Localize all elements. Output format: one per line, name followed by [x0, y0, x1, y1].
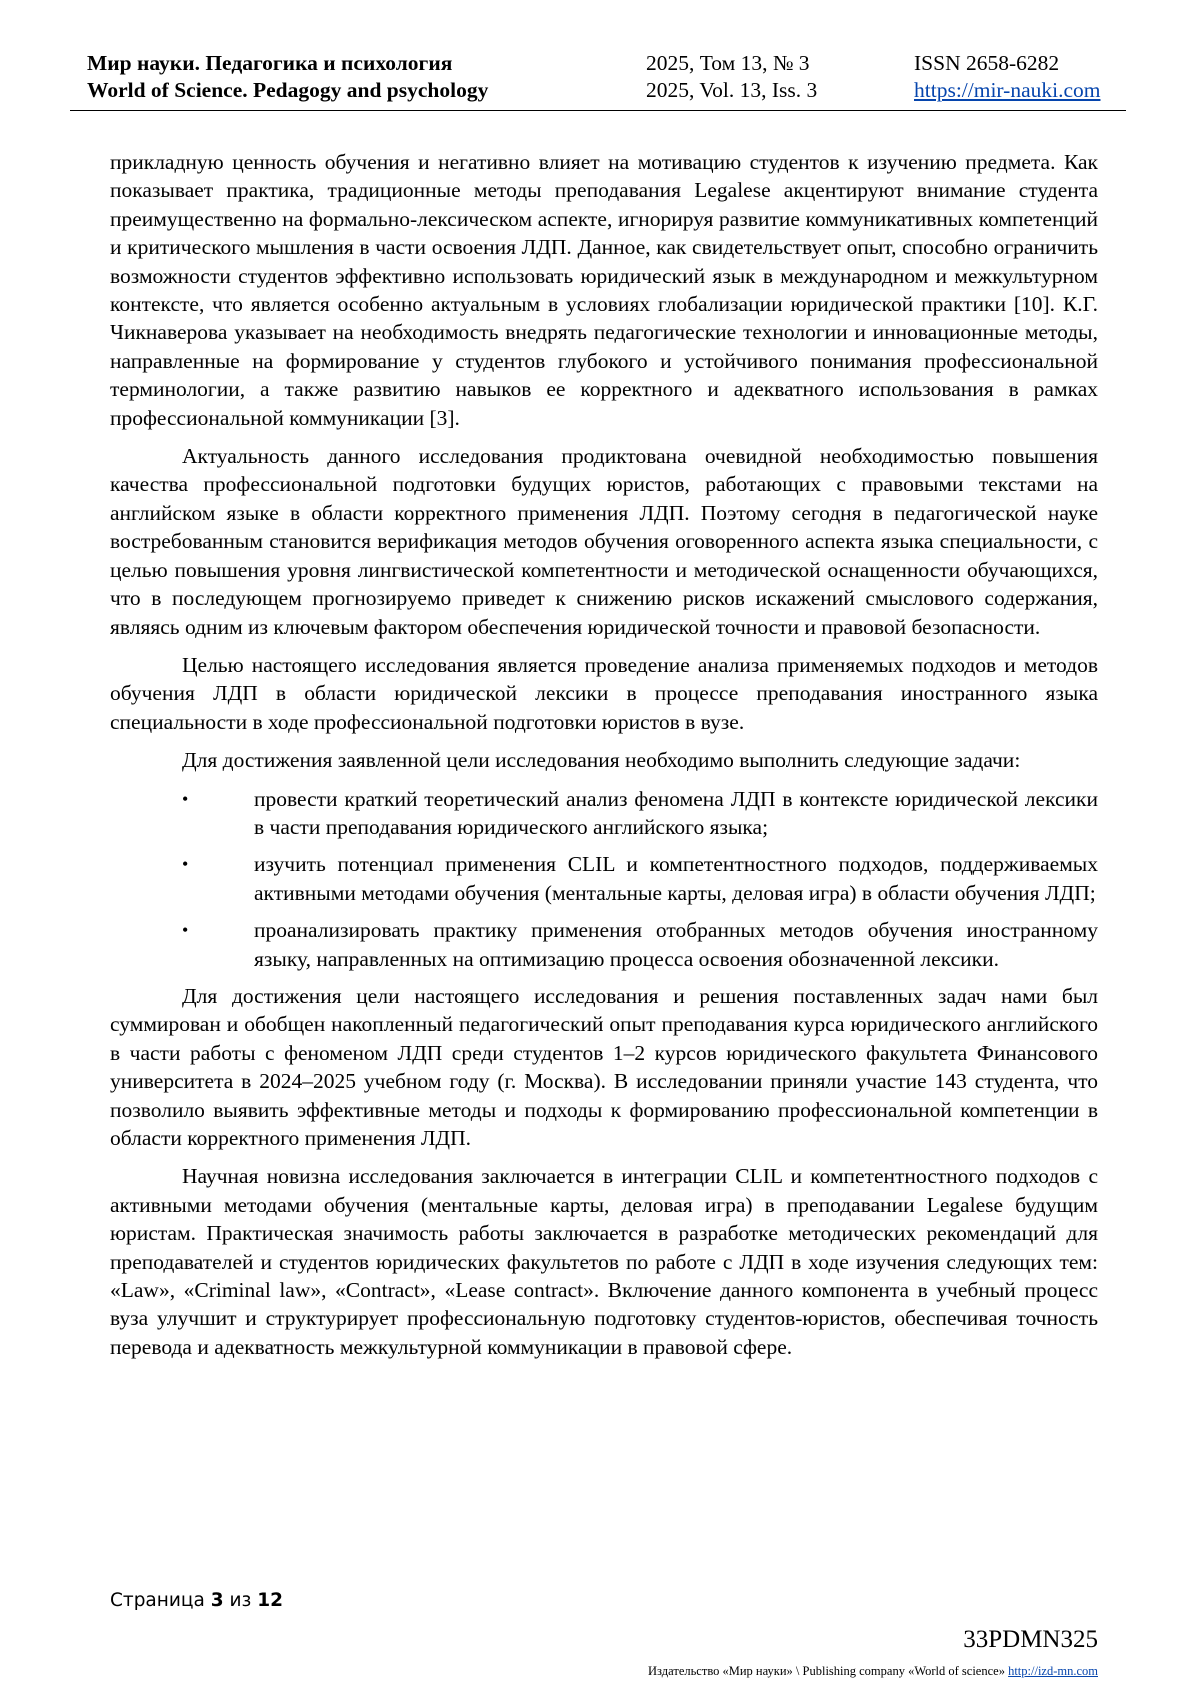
journal-link[interactable]: https://mir-nauki.com — [914, 78, 1101, 102]
bullet-icon: • — [182, 788, 189, 809]
bullet-icon: • — [182, 854, 189, 875]
article-body — [110, 148, 1098, 1371]
page-header — [70, 50, 1126, 111]
publisher-link[interactable]: http://izd-mn.com — [1008, 1664, 1098, 1678]
page-total: 12 — [257, 1590, 283, 1611]
paragraph-4: Для достижения заявленной цели исследования необходимо выполнить следующие задачи: — [182, 748, 1021, 773]
issue-info — [646, 50, 817, 104]
journal-title — [87, 50, 488, 104]
paragraph-5: Для достижения цели настоящего исследования и решения поставленных задач нами был суммирован и обобщен накопленный педагогический опыт преподавания курса юридического английского в части работы с феноменом ЛДП среди студентов 1–2 курсов юридического факультета Финансового университета в 2024–2025 учебном году (г. Москва). В исследовании приняли участие 143 студента, что позволило выявить эффективные методы и подходы к формированию профессиональной компетенции в области корректного применения ЛДП. — [110, 983, 1098, 1150]
issn: ISSN 2658-6282 — [914, 51, 1060, 75]
list-item — [110, 916, 1098, 973]
page-prefix: Страница — [110, 1590, 205, 1611]
page-of: из — [229, 1590, 252, 1611]
journal-title-en: World of Science. Pedagogy and psychology — [87, 78, 489, 102]
journal-ids — [914, 50, 1100, 104]
page-number — [110, 1590, 283, 1611]
bullet-icon: • — [182, 920, 189, 941]
journal-title-ru: Мир науки. Педагогика и психология — [87, 51, 453, 75]
article-code: 33PDMN325 — [963, 1626, 1098, 1653]
issue-ru: 2025, Том 13, № 3 — [646, 51, 810, 75]
paragraph-1: прикладную ценность обучения и негативно влияет на мотивацию студентов к изучению предмета. Как показывает практика, традиционные методы преподавания Legalese акцентируют внимание студента преимущественно на формально-лексическом аспекте, игнорируя развитие коммуникативных компетенций и критического мышления в части освоения ЛДП. Данное, как свидетельствует опыт, способно ограничить возможности студентов эффективно использовать юридический язык в международном и межкультурном контексте, что является особенно актуальным в условиях глобализации юридической практики [10]. К.Г. Чикнаверова указывает на необходимость внедрять педагогические технологии и инновационные методы, направленные на формирование у студентов глубокого и устойчивого понимания профессиональной терминологии, а также развитию навыков ее корректного и адекватного использования в рамках профессиональной коммуникации [3]. — [110, 150, 1098, 430]
list-item — [110, 785, 1098, 842]
list-item-text: проанализировать практику применения отобранных методов обучения иностранному языку, направленных на оптимизацию процесса освоения обозначенной лексики. — [254, 918, 1098, 971]
tasks-list — [110, 785, 1098, 973]
list-item-text: провести краткий теоретический анализ феномена ЛДП в контексте юридической лексики в части преподавания юридического английского языка; — [254, 786, 1098, 839]
issue-en: 2025, Vol. 13, Iss. 3 — [646, 78, 818, 102]
paragraph-2: Актуальность данного исследования продиктована очевидной необходимостью повышения качества профессиональной подготовки будущих юристов, работающих с правовыми текстами на английском языке в области корректного применения ЛДП. Поэтому сегодня в педагогической науке востребованным становится верификация методов обучения оговоренного аспекта языка специальности, с целью повышения уровня лингвистической компетентности и методической оснащенности обучающихся, что в последующем прогнозируемо приведет к снижению рисков искажений смыслового содержания, являясь одним из ключевым фактором обеспечения юридической точности и правовой безопасности. — [110, 444, 1098, 639]
publisher-text: Издательство «Мир науки» \ Publishing company «World of science» — [648, 1664, 1005, 1678]
page-current: 3 — [210, 1590, 224, 1611]
paragraph-6: Научная новизна исследования заключается в интеграции CLIL и компетентностного подходов с активными методами обучения (ментальные карты, деловая игра) в преподавании Legalese будущим юристам. Практическая значимость работы заключается в разработке методических рекомендаций для преподавателей и студентов юридических факультетов по работе с ЛДП в ходе изучения следующих тем: «Law», «Criminal law», «Contract», «Lease contract». Включение данного компонента в учебный процесс вуза улучшит и структурирует профессиональную подготовку студентов-юристов, обеспечивая точность перевода и адекватность межкультурной коммуникации в правовой сфере. — [110, 1164, 1098, 1359]
paragraph-3: Целью настоящего исследования является проведение анализа применяемых подходов и методов обучения ЛДП в области юридической лексики в процессе преподавания иностранного языка специальности в ходе профессиональной подготовки юристов в вузе. — [110, 652, 1098, 734]
publisher-line — [648, 1664, 1098, 1679]
list-item — [110, 850, 1098, 907]
list-item-text: изучить потенциал применения CLIL и компетентностного подходов, поддерживаемых активными методами обучения (ментальные карты, деловая игра) в области обучения ЛДП; — [254, 852, 1098, 905]
